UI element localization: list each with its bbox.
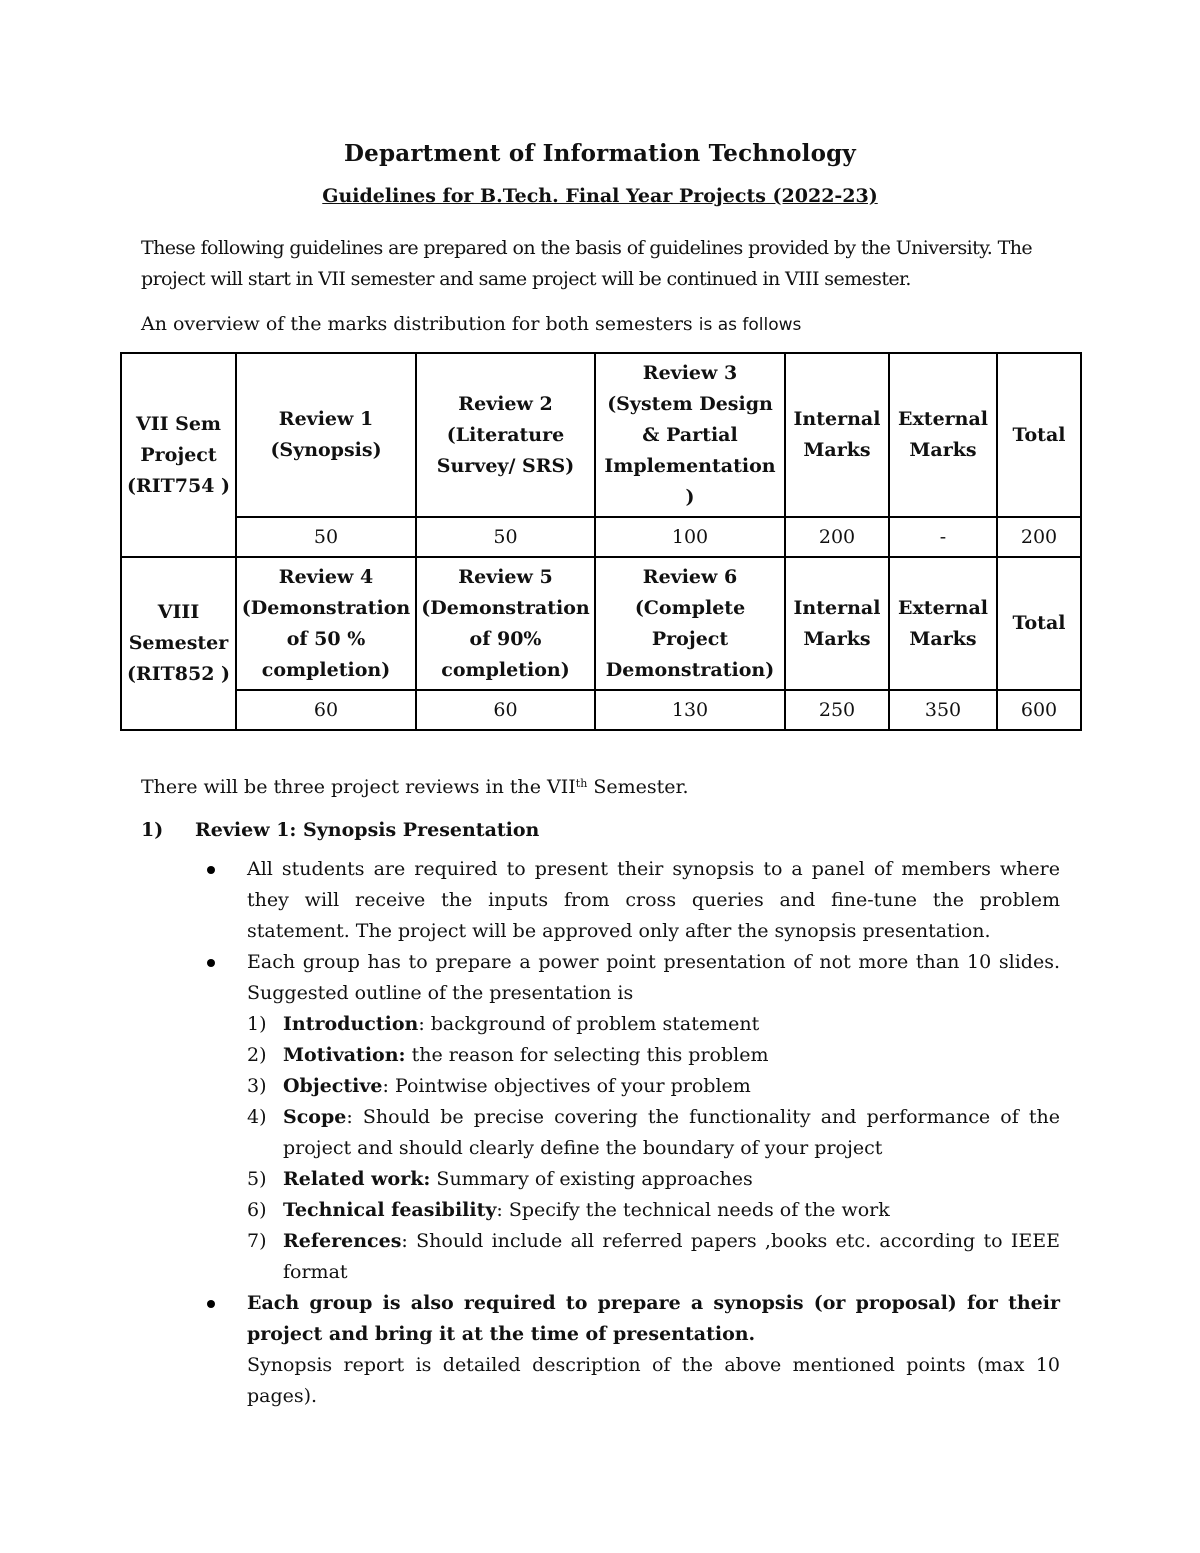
sem8-value-cell: 60 (236, 690, 416, 730)
bullet-text: Each group has to prepare a power point presentation of not more than 10 slides. Suggested outline of the presentation is (247, 951, 1060, 1004)
list-item (205, 947, 1060, 1288)
outline-item (247, 1102, 1060, 1164)
outline-desc: : Specify the technical needs of the work (496, 1199, 890, 1221)
outline-term: Technical feasibility (283, 1199, 497, 1221)
sem7-value-cell: 200 (785, 517, 889, 557)
sem7-header-cell: Review 2 (Literature Survey/ SRS) (416, 353, 595, 517)
outline-term: Scope (283, 1106, 347, 1128)
outline-number: 2) (247, 1044, 267, 1066)
table-row (121, 517, 1081, 557)
list-item (205, 854, 1060, 947)
bullet-icon (207, 959, 215, 967)
bullet-icon (207, 866, 215, 874)
outline-item (247, 1226, 1060, 1288)
outline-desc: : Pointwise objectives of your problem (382, 1075, 751, 1097)
reviews-intro-after: Semester. (587, 776, 689, 798)
outline-term: References (283, 1230, 402, 1252)
sem8-value-cell: 250 (785, 690, 889, 730)
outline-item (247, 1071, 1060, 1102)
sem7-value-cell: 100 (595, 517, 785, 557)
review1-title: Review 1: Synopsis Presentation (195, 819, 540, 841)
sem7-value-cell: 200 (997, 517, 1081, 557)
marks-distribution-table (120, 352, 1082, 731)
sem8-value-cell: 130 (595, 690, 785, 730)
sem7-header-cell: Internal Marks (785, 353, 889, 517)
review1-number: 1) (141, 819, 164, 841)
intro-paragraph: These following guidelines are prepared on the basis of guidelines provided by the University. The project will start in VII semester and same project will be continued in VIII semester. (141, 237, 1033, 290)
table-row (121, 557, 1081, 690)
sem8-header-cell: Review 4 (Demonstration of 50 % completion) (236, 557, 416, 690)
overview-line (141, 309, 1071, 341)
sem8-header-cell: Internal Marks (785, 557, 889, 690)
table-row (121, 690, 1081, 730)
outline-desc: : background of problem statement (418, 1013, 760, 1035)
outline-number: 4) (247, 1106, 267, 1128)
outline-item (247, 1009, 1060, 1040)
outline-term: Introduction (283, 1013, 419, 1035)
page-subtitle: Guidelines for B.Tech. Final Year Projects (2022-23) (322, 185, 878, 207)
sem8-header-cell: Review 6 (Complete Project Demonstration) (595, 557, 785, 690)
outline-number: 7) (247, 1230, 267, 1252)
sem7-header-cell: Review 1 (Synopsis) (236, 353, 416, 517)
overview-tail: is as follows (698, 315, 802, 335)
presentation-outline (247, 1009, 1060, 1288)
review1-heading (141, 815, 539, 846)
sem7-header-cell: Review 3 (System Design & Partial Implementation ) (595, 353, 785, 517)
synopsis-description: Synopsis report is detailed description of the above mentioned points (max 10 pages). (247, 1354, 1060, 1407)
outline-item (247, 1195, 1060, 1226)
sem8-value-cell: 600 (997, 690, 1081, 730)
outline-desc: the reason for selecting this problem (405, 1044, 769, 1066)
sem8-header-cell: External Marks (889, 557, 997, 690)
outline-term: Motivation: (283, 1044, 406, 1066)
outline-item (247, 1040, 1060, 1071)
outline-item (247, 1164, 1060, 1195)
review1-bullet-list (205, 854, 1060, 1412)
outline-number: 5) (247, 1168, 267, 1190)
table-row (121, 353, 1081, 517)
sem8-value-cell: 350 (889, 690, 997, 730)
outline-number: 1) (247, 1013, 267, 1035)
outline-desc: : Should be precise covering the functionality and performance of the project and should clearly define the boundary of your project (283, 1106, 1060, 1159)
sem7-value-cell: - (889, 517, 997, 557)
bullet-text: All students are required to present their synopsis to a panel of members where they will receive the inputs from cross queries and fine-tune the problem statement. The project will be approved only after the synopsis presentation. (247, 858, 1060, 942)
sem8-header-cell: Review 5 (Demonstration of 90% completion) (416, 557, 595, 690)
ordinal-suffix: th (575, 777, 588, 790)
sem7-header-cell: Total (997, 353, 1081, 517)
outline-desc: Summary of existing approaches (430, 1168, 753, 1190)
reviews-intro (141, 772, 1071, 803)
sem8-label-cell: VIII Semester (RIT852 ) (121, 557, 236, 730)
outline-number: 6) (247, 1199, 267, 1221)
sem8-value-cell: 60 (416, 690, 595, 730)
bullet-icon (207, 1300, 215, 1308)
overview-lead: An overview of the marks distribution for both semesters (141, 313, 699, 335)
outline-desc: : Should include all referred papers ,books etc. according to IEEE format (283, 1230, 1060, 1283)
outline-number: 3) (247, 1075, 267, 1097)
synopsis-requirement: Each group is also required to prepare a synopsis (or proposal) for their project and bring it at the time of presentation. (247, 1292, 1060, 1345)
outline-term: Related work: (283, 1168, 431, 1190)
sem7-header-cell: External Marks (889, 353, 997, 517)
list-item (205, 1288, 1060, 1412)
page-title: Department of Information Technology (344, 140, 856, 167)
reviews-intro-before: There will be three project reviews in the VII (141, 776, 576, 798)
sem7-value-cell: 50 (416, 517, 595, 557)
sem7-label-cell: VII Sem Project (RIT754 ) (121, 353, 236, 557)
sem7-value-cell: 50 (236, 517, 416, 557)
outline-term: Objective (283, 1075, 383, 1097)
sem8-header-cell: Total (997, 557, 1081, 690)
